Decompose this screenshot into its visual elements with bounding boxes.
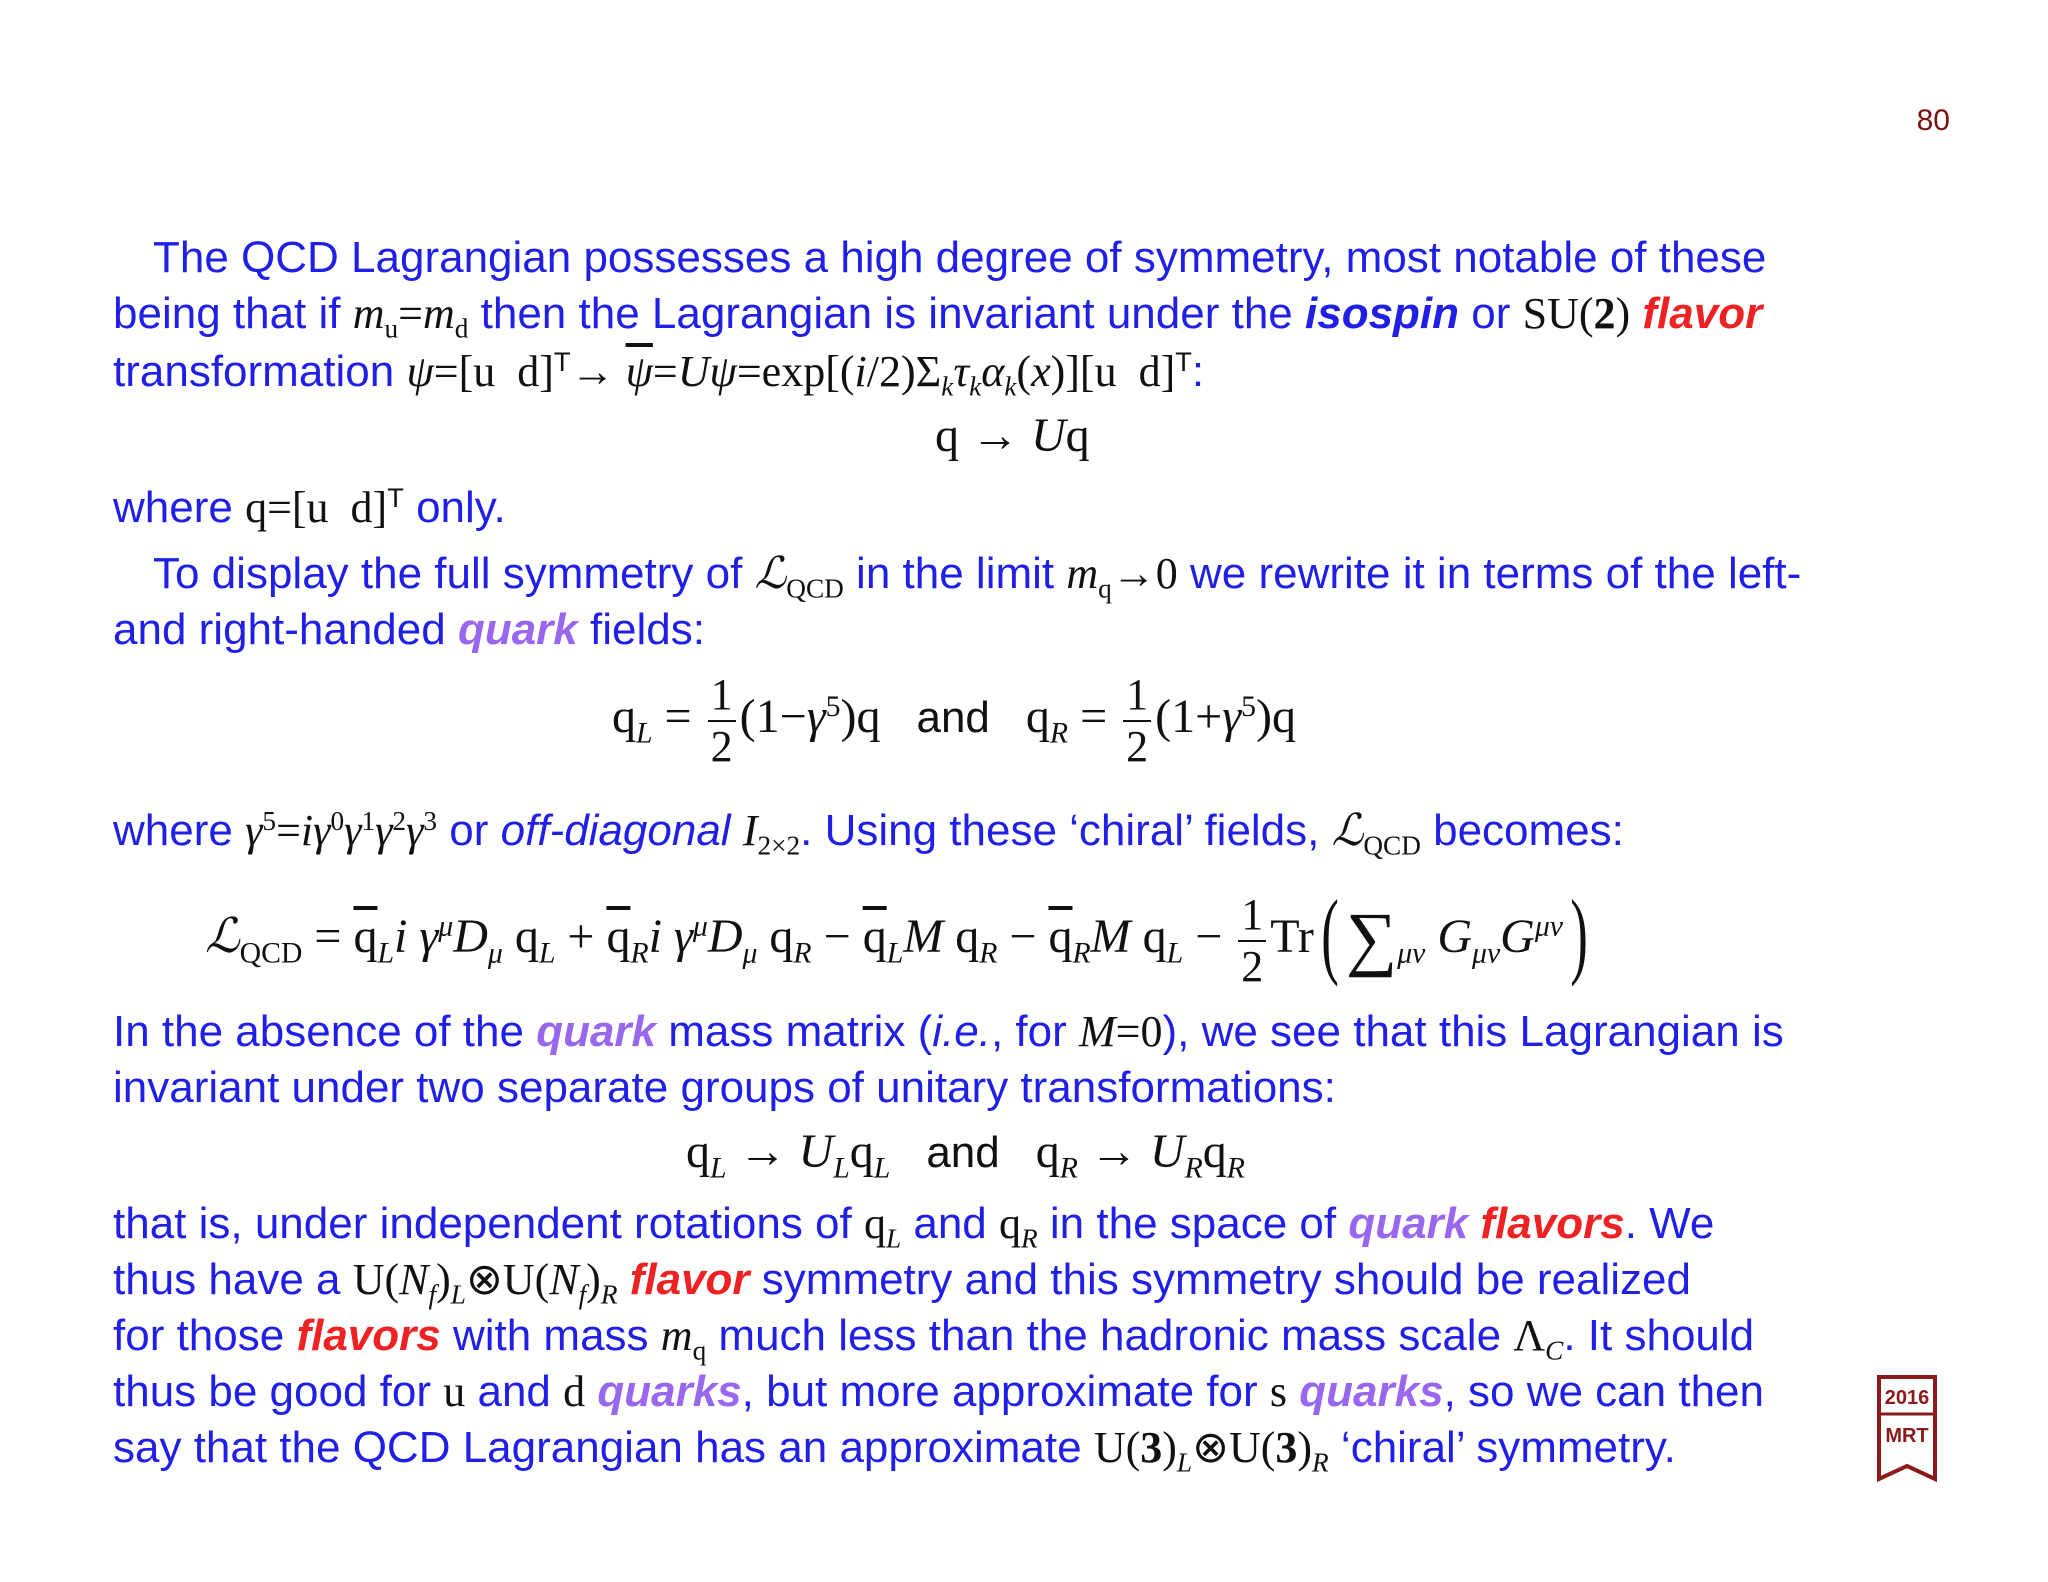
off-diagonal-term: off-diagonal [500, 806, 731, 855]
paragraph-5-line-1 [113, 1007, 1784, 1056]
text: invariant under two separate groups of unitary transformations: [113, 1063, 1336, 1112]
math-mu-md: $m_u=m_d$ [352, 289, 469, 344]
text: and right-handed [113, 605, 458, 654]
equation-unitary-transformations: $q_L \to U_Lq_L$ and $q_R \to U_Rq_R$ [686, 1125, 1245, 1185]
math-d: d [563, 1367, 586, 1416]
text: that is, under independent rotations of [113, 1199, 864, 1248]
quarks-term: quarks [1299, 1367, 1444, 1416]
and-label: and [926, 1128, 1000, 1177]
paragraph-6-line-4 [113, 1367, 1764, 1416]
equation-lagrangian: ℒ$_{QCD}$ = $\overline{q}_Li$ $\gamma^\mu D_\mu$ $q_L + \overline{q}_Ri$ $\gamma^\mu D_\mu$ $q_R - \overline{q}_LM$ $q_R - \overline{q}_RM$ $q_L$ − $\frac{1}{2}$ $Tr(\sum_{\mu\nu}$ $G_{\mu\nu}G^{\mu\nu}$) [205, 880, 1588, 991]
text: In the absence of the [113, 1007, 537, 1056]
and-label: and [916, 693, 990, 743]
text: in the limit [843, 549, 1067, 598]
flavor-term: flavor [1642, 289, 1763, 338]
math-qR: $q_R$ [999, 1199, 1038, 1254]
math-mq-limit: $m_q\to 0$ [1066, 549, 1178, 604]
quark-term: quark [536, 1007, 657, 1056]
text: transformation [113, 347, 407, 396]
math-q-def: q=[u d]$^T$ [245, 482, 404, 532]
text: , so we can then [1443, 1367, 1764, 1416]
text: becomes: [1420, 806, 1624, 855]
math-u-nf-symmetry: $U(N_f)_L\otimes U(N_f)_R$ [352, 1255, 618, 1310]
quark-term: quark [457, 605, 578, 654]
text: . Using these ‘chiral’ fields, [800, 806, 1332, 855]
isospin-term: isospin [1305, 289, 1460, 338]
text: symmetry and this symmetry should be realized [749, 1255, 1691, 1304]
text: , for [990, 1007, 1079, 1056]
page-number: 80 [1916, 104, 1950, 137]
text: then the Lagrangian is invariant under the [468, 289, 1305, 338]
text: say that the QCD Lagrangian has an approximate [113, 1423, 1094, 1472]
math-gamma5: $\gamma^5=i\gamma^0\gamma^1\gamma^2\gamma^3$ [245, 806, 438, 855]
text: we rewrite it in terms of the left- [1177, 549, 1802, 598]
text: fields: [577, 605, 705, 654]
math-su2: SU(2) [1522, 289, 1631, 338]
text: thus have a [113, 1255, 353, 1304]
paragraph-4 [113, 808, 1624, 860]
paragraph-6-line-2 [113, 1255, 1691, 1310]
math-s: s [1269, 1367, 1288, 1416]
math-mq: $m_q$ [660, 1311, 707, 1366]
text: and [901, 1199, 1000, 1248]
ie-term: i.e. [932, 1007, 991, 1056]
equation-q-to-uq: q → Uq [935, 409, 1090, 462]
math-u: u [443, 1367, 466, 1416]
math-lqcd: ℒ$_{QCD}$ [754, 549, 844, 604]
text: with mass [440, 1311, 661, 1360]
flavors-term: flavors [296, 1311, 441, 1360]
badge-initials: MRT [1885, 1425, 1929, 1447]
flavors-term: flavors [1480, 1199, 1625, 1248]
math-qL: $q_L$ [863, 1199, 902, 1254]
text: being that if [113, 289, 353, 338]
text: for those [113, 1311, 297, 1360]
text: where [113, 806, 246, 855]
math-m-zero: M=0 [1079, 1007, 1163, 1056]
text: thus be good for [113, 1367, 444, 1416]
paragraph-2 [113, 484, 506, 530]
text: only. [403, 483, 506, 532]
text: much less than the hadronic mass scale [706, 1311, 1514, 1360]
text: in the space of [1037, 1199, 1349, 1248]
paragraph-1-line-3 [113, 348, 1204, 401]
math-lambda-c: $\Lambda_C$ [1513, 1311, 1564, 1366]
text: To display the full symmetry of [153, 549, 755, 598]
equation-chiral-projections: $q_L$ = $\frac{1}{2}$ $(1-\gamma^5)q$ and $q_R$ = $\frac{1}{2}$ $(1+\gamma^5)q$ [612, 670, 1296, 772]
paragraph-5-line-2 [113, 1063, 1336, 1112]
math-transformation: ψ=[u $d]^T\to \overline{\psi}=U\psi=\exp[(i/2)\Sigma_k\tau_k\alpha_k(x)][u$ d]$^T$ [406, 346, 1192, 402]
text: : [1191, 347, 1205, 396]
paragraph-6-line-1 [113, 1199, 1715, 1254]
quarks-term: quarks [597, 1367, 742, 1416]
paragraph-6-line-5 [113, 1423, 1676, 1478]
badge-year: 2016 [1884, 1387, 1930, 1409]
paragraph-3-line-2 [113, 605, 705, 654]
math-lqcd: ℒ$_{QCD}$ [1331, 806, 1421, 861]
text: , but more approximate for [741, 1367, 1270, 1416]
text: . It should [1563, 1311, 1755, 1360]
math-u3-symmetry: $U(3)_L\otimes U(3)_R$ [1093, 1423, 1329, 1478]
flavor-term: flavor [629, 1255, 750, 1304]
text: where [113, 483, 246, 532]
paragraph-1-line-1 [153, 233, 1767, 282]
mrt-badge [1876, 1374, 1938, 1484]
text: or [437, 806, 501, 855]
quark-term: quark [1348, 1199, 1469, 1248]
paragraph-3-line-1 [153, 549, 1802, 604]
paragraph-6-line-3 [113, 1311, 1755, 1366]
paragraph-1-line-2 [113, 289, 1763, 344]
text: ‘chiral’ symmetry. [1328, 1423, 1676, 1472]
text: ), we see that this Lagrangian is [1162, 1007, 1784, 1056]
text: mass matrix ( [656, 1007, 933, 1056]
math-identity: $I_{2\times 2}$ [742, 806, 801, 861]
text: or [1459, 289, 1523, 338]
text: The QCD Lagrangian possesses a high degree of symmetry, most notable of these [153, 233, 1767, 282]
text: and [465, 1367, 564, 1416]
text: . We [1624, 1199, 1715, 1248]
